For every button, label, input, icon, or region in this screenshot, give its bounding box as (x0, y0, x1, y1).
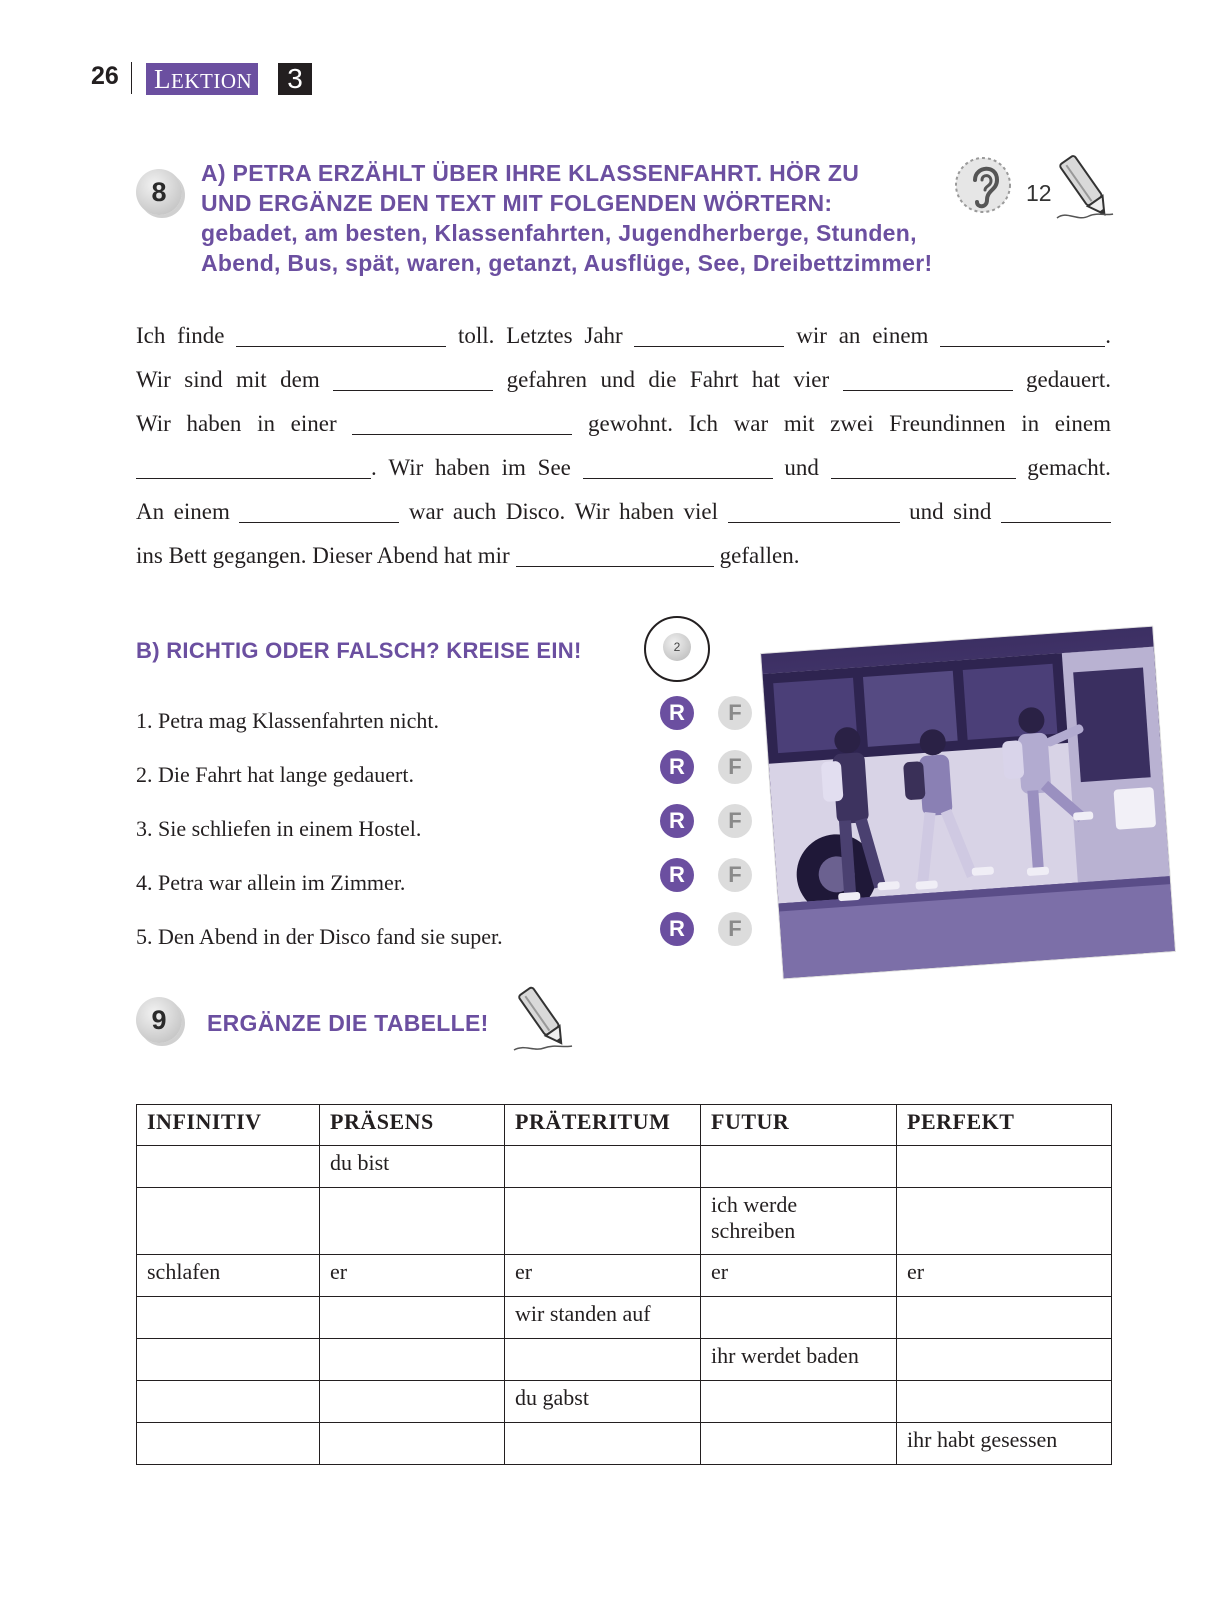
text: einem (872, 323, 929, 348)
text: Freundinnen (889, 411, 1006, 436)
empty-answer-cell[interactable] (897, 1381, 1112, 1423)
text: wir (796, 323, 827, 348)
column-header: PRÄSENS (320, 1105, 505, 1146)
column-header: FUTUR (701, 1105, 897, 1146)
text: gefallen. (719, 543, 800, 568)
text: haben (435, 455, 490, 480)
statements-list (136, 694, 503, 964)
blank-field[interactable] (333, 370, 493, 391)
table-cell: du gabst (505, 1381, 701, 1423)
false-option-2[interactable]: F (718, 750, 752, 784)
table-row (137, 1297, 1112, 1339)
text: an (838, 323, 861, 348)
false-option-3[interactable]: F (718, 804, 752, 838)
text: Wir (136, 411, 171, 436)
statement: 3. Sie schliefen in einem Hostel. (136, 816, 422, 841)
table-cell: er (320, 1255, 505, 1297)
listening-ear-icon (955, 150, 1011, 220)
text: An (136, 499, 165, 524)
empty-answer-cell[interactable] (320, 1188, 505, 1255)
blank-field[interactable] (728, 502, 900, 523)
text: im (501, 455, 526, 480)
table-cell: ihr werdet baden (701, 1339, 897, 1381)
empty-answer-cell[interactable] (137, 1297, 320, 1339)
table-cell: wir standen auf (505, 1297, 701, 1339)
table-row (137, 1255, 1112, 1297)
column-header: PERFEKT (897, 1105, 1112, 1146)
header-divider (131, 62, 132, 94)
text: sind (953, 499, 992, 524)
blank-field-end[interactable]: . (940, 322, 1111, 349)
text: auch (452, 499, 497, 524)
text: Ich (688, 411, 718, 436)
text: Letztes (506, 323, 573, 348)
table-cell: ihr habt gesessen (897, 1423, 1112, 1465)
word-bank-line: Abend, Bus, spät, waren, getanzt, Ausflüge, See, Dreibettzimmer! (201, 250, 933, 276)
text: zwei (830, 411, 874, 436)
cloze-text (136, 322, 1111, 586)
blank-field[interactable] (239, 502, 399, 523)
blank-field[interactable] (634, 326, 784, 347)
empty-answer-cell[interactable] (320, 1339, 505, 1381)
instruction-line: A) PETRA ERZÄHLT ÜBER IHRE KLASSENFAHRT. HÖR ZU (201, 160, 860, 186)
text: toll. (457, 323, 495, 348)
text: einem (173, 499, 230, 524)
cloze-line (136, 366, 1111, 410)
cloze-line (136, 542, 1111, 586)
table-row (137, 1188, 1112, 1255)
text: und (784, 455, 819, 480)
table-cell: du bist (320, 1146, 505, 1188)
track-badge (644, 616, 710, 682)
column-header: PRÄTERITUM (505, 1105, 701, 1146)
blank-field[interactable] (831, 458, 1016, 479)
empty-answer-cell[interactable] (897, 1146, 1112, 1188)
text: See (537, 455, 571, 480)
empty-answer-cell[interactable] (505, 1339, 701, 1381)
text: gedauert. (1026, 367, 1111, 392)
pencil-icon (512, 982, 574, 1056)
true-option-5[interactable]: R (660, 912, 694, 946)
text: war (733, 411, 769, 436)
blank-field[interactable] (1001, 502, 1111, 523)
true-option-1[interactable]: R (660, 696, 694, 730)
empty-answer-cell[interactable] (701, 1297, 897, 1339)
table-cell: er (505, 1255, 701, 1297)
text: die (648, 367, 677, 392)
text: Jahr (584, 323, 623, 348)
exercise-9-number: 9 (136, 997, 182, 1043)
track-badge-number: 2 (663, 633, 691, 661)
blank-field[interactable] (352, 414, 572, 435)
text: vier (793, 367, 830, 392)
statement: 5. Den Abend in der Disco fand sie super. (136, 924, 503, 949)
table-cell: er (897, 1255, 1112, 1297)
statement: 4. Petra war allein im Zimmer. (136, 870, 406, 895)
text: dem (280, 367, 320, 392)
text: haben (186, 411, 242, 436)
empty-answer-cell[interactable] (701, 1146, 897, 1188)
word-bank-line: gebadet, am besten, Klassenfahrten, Jugendherberge, Stunden, (201, 220, 917, 246)
table-row (137, 1146, 1112, 1188)
table-cell: ich werde schreiben (701, 1188, 897, 1255)
blank-field[interactable] (583, 458, 773, 479)
text: gewohnt. (587, 411, 673, 436)
table-row (137, 1339, 1112, 1381)
statement: 2. Die Fahrt hat lange gedauert. (136, 762, 414, 787)
text: einer (290, 411, 337, 436)
empty-answer-cell[interactable] (137, 1146, 320, 1188)
text: und (600, 367, 635, 392)
text: gefahren (506, 367, 588, 392)
table-row (137, 1381, 1112, 1423)
table-cell: schlafen (137, 1255, 320, 1297)
lektion-label (146, 63, 258, 95)
empty-answer-cell[interactable] (505, 1188, 701, 1255)
empty-answer-cell[interactable] (897, 1339, 1112, 1381)
false-option-1[interactable]: F (718, 696, 752, 730)
empty-answer-cell[interactable] (897, 1297, 1112, 1339)
cloze-line (136, 498, 1111, 542)
verb-table (136, 1104, 1112, 1465)
exercise-8-instructions (201, 158, 961, 278)
empty-answer-cell[interactable] (137, 1423, 320, 1465)
statement: 1. Petra mag Klassenfahrten nicht. (136, 708, 440, 733)
text: finde (177, 323, 225, 348)
text: war (408, 499, 444, 524)
column-header: INFINITIV (137, 1105, 320, 1146)
text: in (257, 411, 275, 436)
blank-field-start[interactable]: . (136, 454, 377, 481)
text: hat (751, 367, 780, 392)
empty-answer-cell[interactable] (897, 1188, 1112, 1255)
text: ins Bett gegangen. Dieser Abend hat mir (136, 543, 510, 568)
text: Wir (574, 499, 610, 524)
pencil-icon (1055, 150, 1117, 226)
text: mit (236, 367, 267, 392)
part-b-title: B) RICHTIG ODER FALSCH? KREISE EIN! (136, 638, 582, 663)
bus-photo (761, 627, 1175, 979)
cloze-line (136, 322, 1111, 366)
text: Ich (136, 323, 166, 348)
text: und (909, 499, 944, 524)
empty-answer-cell[interactable] (137, 1339, 320, 1381)
empty-answer-cell[interactable] (320, 1423, 505, 1465)
true-option-4[interactable]: R (660, 858, 694, 892)
cloze-line (136, 454, 1111, 498)
text: mit (783, 411, 815, 436)
empty-answer-cell[interactable] (701, 1381, 897, 1423)
exercise-8-number: 8 (136, 169, 182, 215)
blank-field[interactable] (236, 326, 446, 347)
exercise-9-title: ERGÄNZE DIE TABELLE! (207, 1010, 489, 1036)
empty-answer-cell[interactable] (137, 1381, 320, 1423)
empty-answer-cell[interactable] (320, 1381, 505, 1423)
text: einem (1054, 411, 1111, 436)
empty-answer-cell[interactable] (320, 1297, 505, 1339)
empty-answer-cell[interactable] (137, 1188, 320, 1255)
text: haben (619, 499, 675, 524)
empty-answer-cell[interactable] (505, 1423, 701, 1465)
text: gemacht. (1027, 455, 1111, 480)
table-cell: er (701, 1255, 897, 1297)
true-option-3[interactable]: R (660, 804, 694, 838)
lektion-number: 3 (278, 63, 312, 95)
text: in (1021, 411, 1040, 436)
text: sind (184, 367, 223, 392)
page-number: 26 (91, 62, 119, 90)
text: viel (683, 499, 719, 524)
text: Wir (388, 455, 424, 480)
lektion-label-text: LEKTION (154, 64, 253, 94)
text: Fahrt (689, 367, 739, 392)
true-option-2[interactable]: R (660, 750, 694, 784)
cloze-line (136, 410, 1111, 454)
instruction-line: UND ERGÄNZE DEN TEXT MIT FOLGENDEN WÖRTERN: (201, 190, 833, 216)
blank-field[interactable] (843, 370, 1013, 391)
false-option-4[interactable]: F (718, 858, 752, 892)
table-row (137, 1423, 1112, 1465)
empty-answer-cell[interactable] (505, 1146, 701, 1188)
table-header-row (137, 1105, 1112, 1146)
audio-track-number: 12 (1026, 180, 1052, 206)
empty-answer-cell[interactable] (701, 1423, 897, 1465)
false-option-5[interactable]: F (718, 912, 752, 946)
text: Disco. (505, 499, 566, 524)
blank-field[interactable] (516, 546, 714, 567)
text: Wir (136, 367, 171, 392)
